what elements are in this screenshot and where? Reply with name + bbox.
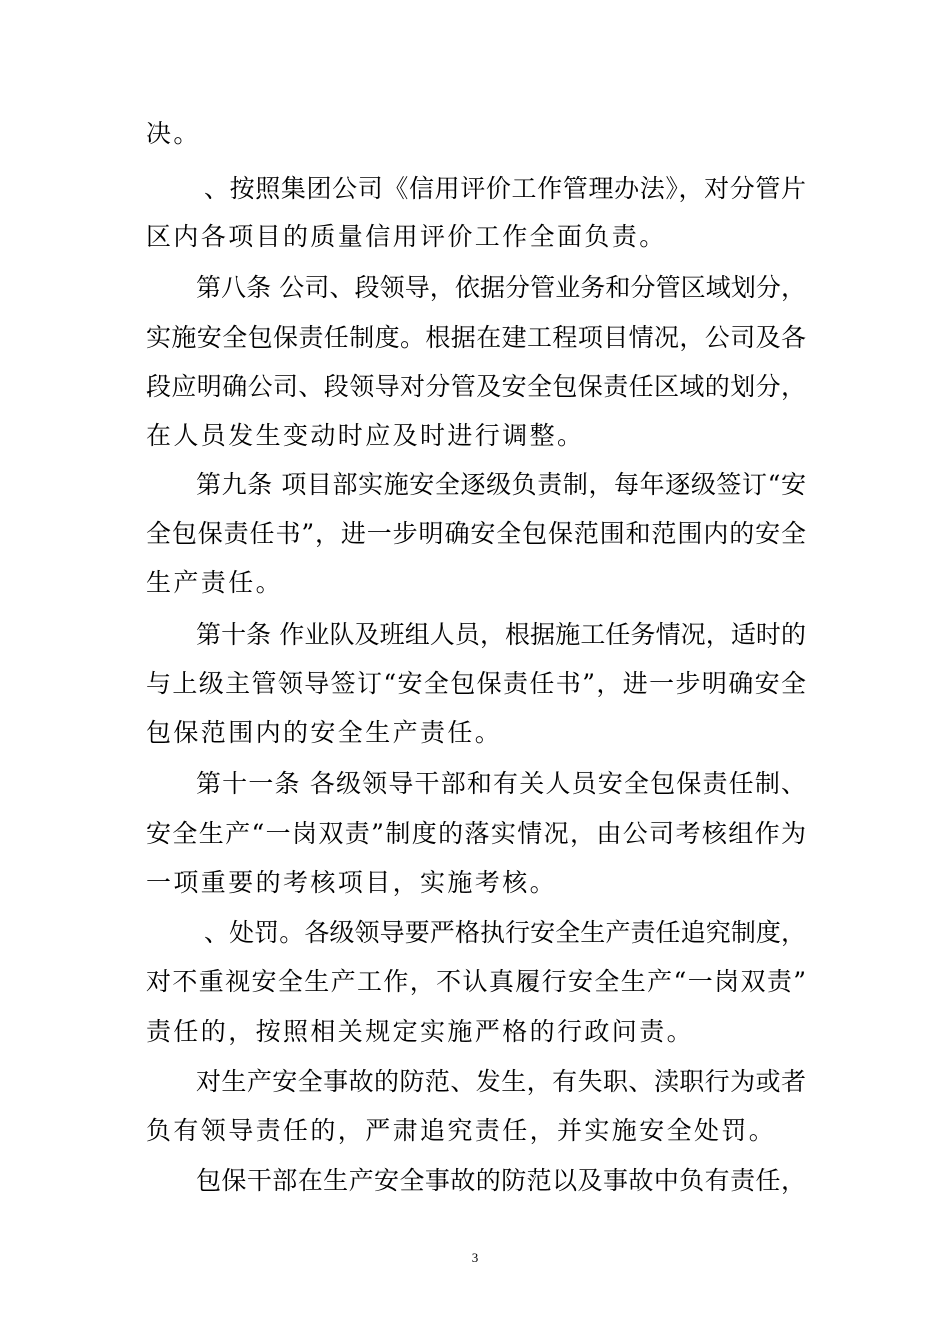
text-line: 生产责任。 — [146, 568, 284, 597]
text-line: 责任的，按照相关规定实施严格的行政问责。 — [146, 1017, 695, 1046]
text-line: 第九条 项目部实施安全逐级负责制，每年逐级签订“安 — [196, 470, 806, 499]
text-line: 第十条 作业队及班组人员，根据施工任务情况，适时的 — [196, 620, 806, 649]
text-line: 、处罚。各级领导要严格执行安全生产责任追究制度， — [204, 918, 806, 947]
text-line: 第十一条 各级领导干部和有关人员安全包保责任制、 — [196, 769, 806, 798]
text-line: 一项重要的考核项目，实施考核。 — [146, 868, 558, 897]
text-line: 包保范围内的安全生产责任。 — [146, 718, 503, 747]
text-line: 安全生产“一岗双责”制度的落实情况，由公司考核组作为 — [146, 819, 806, 848]
text-line: 区内各项目的质量信用评价工作全面负责。 — [146, 222, 667, 251]
text-line: 、按照集团公司《信用评价工作管理办法》，对分管片 — [204, 174, 806, 203]
text-line: 实施安全包保责任制度。根据在建工程项目情况，公司及各 — [146, 323, 806, 352]
page-number: 3 — [471, 1250, 479, 1265]
text-line: 包保干部在生产安全事故的防范以及事故中负有责任， — [196, 1166, 806, 1195]
text-line: 与上级主管领导签订“安全包保责任书”，进一步明确安全 — [146, 669, 806, 698]
text-line: 第八条 公司、段领导，依据分管业务和分管区域划分， — [196, 273, 806, 302]
text-line: 在人员发生变动时应及时进行调整。 — [146, 421, 585, 450]
text-line: 决。 — [146, 119, 201, 148]
text-line: 对生产安全事故的防范、发生，有失职、渎职行为或者 — [196, 1067, 806, 1096]
text-line: 负有领导责任的，严肃追究责任，并实施安全处罚。 — [146, 1116, 777, 1145]
text-line: 对不重视安全生产工作，不认真履行安全生产“一岗双责” — [146, 967, 806, 996]
text-line: 段应明确公司、段领导对分管及安全包保责任区域的划分， — [146, 372, 806, 401]
text-line: 全包保责任书”，进一步明确安全包保范围和范围内的安全 — [146, 519, 806, 548]
